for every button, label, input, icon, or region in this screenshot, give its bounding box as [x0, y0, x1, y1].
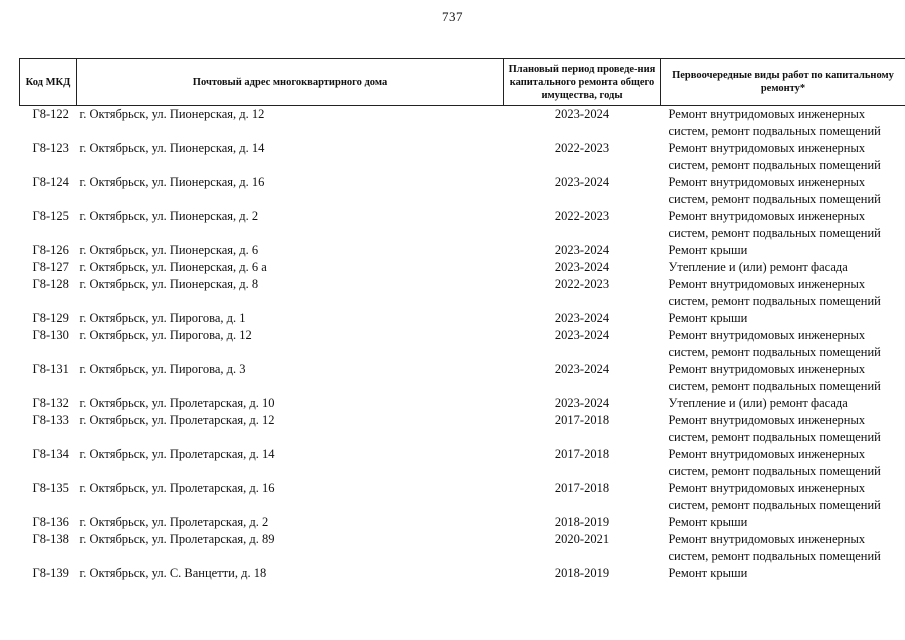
table-row	[20, 327, 905, 361]
row-works: Ремонт внутридомовых инженерных систем, ремонт подвальных помещений	[668, 209, 881, 240]
header-works: Первоочередные виды работ по капитальному ремонту*	[661, 59, 905, 106]
table-row	[20, 174, 905, 208]
table-row	[20, 140, 905, 174]
row-works: Ремонт внутридомовых инженерных систем, ремонт подвальных помещений	[668, 532, 881, 563]
table-row	[20, 310, 905, 327]
header-row	[20, 59, 905, 106]
table-row	[20, 395, 905, 412]
row-code: Г8-136	[32, 515, 69, 529]
row-address: г. Октябрьск, ул. Пролетарская, д. 10	[79, 396, 275, 410]
row-code: Г8-131	[32, 362, 69, 376]
row-code: Г8-128	[32, 277, 69, 291]
row-works: Ремонт крыши	[668, 566, 748, 580]
row-address: г. Октябрьск, ул. Пролетарская, д. 89	[79, 532, 275, 546]
row-period: 2022-2023	[554, 209, 610, 223]
row-works: Утепление и (или) ремонт фасада	[668, 260, 848, 274]
row-works: Ремонт внутридомовых инженерных систем, ремонт подвальных помещений	[668, 413, 881, 444]
row-works: Ремонт внутридомовых инженерных систем, ремонт подвальных помещений	[668, 175, 881, 206]
row-period: 2023-2024	[554, 362, 610, 376]
row-period: 2018-2019	[554, 515, 610, 529]
row-works: Утепление и (или) ремонт фасада	[668, 396, 848, 410]
table-row	[20, 514, 905, 531]
row-period: 2017-2018	[554, 413, 610, 427]
page-number: 737	[442, 9, 463, 24]
row-code: Г8-138	[32, 532, 69, 546]
row-works: Ремонт внутридомовых инженерных систем, ремонт подвальных помещений	[668, 328, 881, 359]
row-address: г. Октябрьск, ул. Пролетарская, д. 16	[79, 481, 275, 495]
row-code: Г8-132	[32, 396, 69, 410]
row-address: г. Октябрьск, ул. Пирогова, д. 1	[79, 311, 246, 325]
row-address: г. Октябрьск, ул. Пионерская, д. 14	[79, 141, 265, 155]
row-period: 2023-2024	[554, 311, 610, 325]
row-code: Г8-129	[32, 311, 69, 325]
row-address: г. Октябрьск, ул. Пролетарская, д. 12	[79, 413, 275, 427]
table-row	[20, 276, 905, 310]
row-period: 2023-2024	[554, 328, 610, 342]
row-address: г. Октябрьск, ул. Пирогова, д. 3	[79, 362, 246, 376]
row-works: Ремонт крыши	[668, 243, 748, 257]
row-period: 2022-2023	[554, 141, 610, 155]
row-period: 2017-2018	[554, 481, 610, 495]
row-address: г. Октябрьск, ул. Пионерская, д. 6	[79, 243, 259, 257]
capital-repair-table	[19, 58, 905, 582]
row-code: Г8-135	[32, 481, 69, 495]
row-code: Г8-139	[32, 566, 69, 580]
row-period: 2022-2023	[554, 277, 610, 291]
row-period: 2023-2024	[554, 107, 610, 121]
table-row	[20, 531, 905, 565]
row-address: г. Октябрьск, ул. Пролетарская, д. 14	[79, 447, 275, 461]
row-code: Г8-130	[32, 328, 69, 342]
row-works: Ремонт крыши	[668, 515, 748, 529]
table-body	[20, 106, 905, 583]
row-period: 2017-2018	[554, 447, 610, 461]
row-code: Г8-125	[32, 209, 69, 223]
table-row	[20, 446, 905, 480]
row-code: Г8-123	[32, 141, 69, 155]
table-row	[20, 259, 905, 276]
row-address: г. Октябрьск, ул. Пионерская, д. 16	[79, 175, 265, 189]
table-row	[20, 208, 905, 242]
row-works: Ремонт внутридомовых инженерных систем, ремонт подвальных помещений	[668, 277, 881, 308]
row-works: Ремонт внутридомовых инженерных систем, ремонт подвальных помещений	[668, 107, 881, 138]
row-works: Ремонт внутридомовых инженерных систем, ремонт подвальных помещений	[668, 481, 881, 512]
row-code: Г8-122	[32, 107, 69, 121]
row-period: 2023-2024	[554, 260, 610, 274]
row-code: Г8-134	[32, 447, 69, 461]
table-row	[20, 412, 905, 446]
table-row	[20, 565, 905, 582]
row-works: Ремонт крыши	[668, 311, 748, 325]
row-period: 2023-2024	[554, 396, 610, 410]
row-address: г. Октябрьск, ул. Пионерская, д. 6 а	[79, 260, 267, 274]
table-row	[20, 106, 905, 141]
row-address: г. Октябрьск, ул. Пионерская, д. 8	[79, 277, 259, 291]
row-address: г. Октябрьск, ул. Пионерская, д. 12	[79, 107, 265, 121]
row-period: 2023-2024	[554, 243, 610, 257]
row-address: г. Октябрьск, ул. С. Ванцетти, д. 18	[79, 566, 267, 580]
table-header	[20, 59, 905, 106]
row-address: г. Октябрьск, ул. Пирогова, д. 12	[79, 328, 252, 342]
header-period: Плановый период проведе-ния капитального ремонта общего имущества, годы	[504, 59, 661, 106]
row-period: 2020-2021	[554, 532, 610, 546]
row-code: Г8-133	[32, 413, 69, 427]
table-row	[20, 361, 905, 395]
row-address: г. Октябрьск, ул. Пролетарская, д. 2	[79, 515, 269, 529]
row-period: 2023-2024	[554, 175, 610, 189]
table-row	[20, 480, 905, 514]
row-period: 2018-2019	[554, 566, 610, 580]
row-code: Г8-126	[32, 243, 69, 257]
row-code: Г8-124	[32, 175, 69, 189]
row-code: Г8-127	[32, 260, 69, 274]
header-address: Почтовый адрес многоквартирного дома	[77, 59, 504, 106]
table-row	[20, 242, 905, 259]
row-address: г. Октябрьск, ул. Пионерская, д. 2	[79, 209, 259, 223]
row-works: Ремонт внутридомовых инженерных систем, ремонт подвальных помещений	[668, 362, 881, 393]
header-code: Код МКД	[20, 59, 77, 106]
row-works: Ремонт внутридомовых инженерных систем, ремонт подвальных помещений	[668, 447, 881, 478]
row-works: Ремонт внутридомовых инженерных систем, ремонт подвальных помещений	[668, 141, 881, 172]
